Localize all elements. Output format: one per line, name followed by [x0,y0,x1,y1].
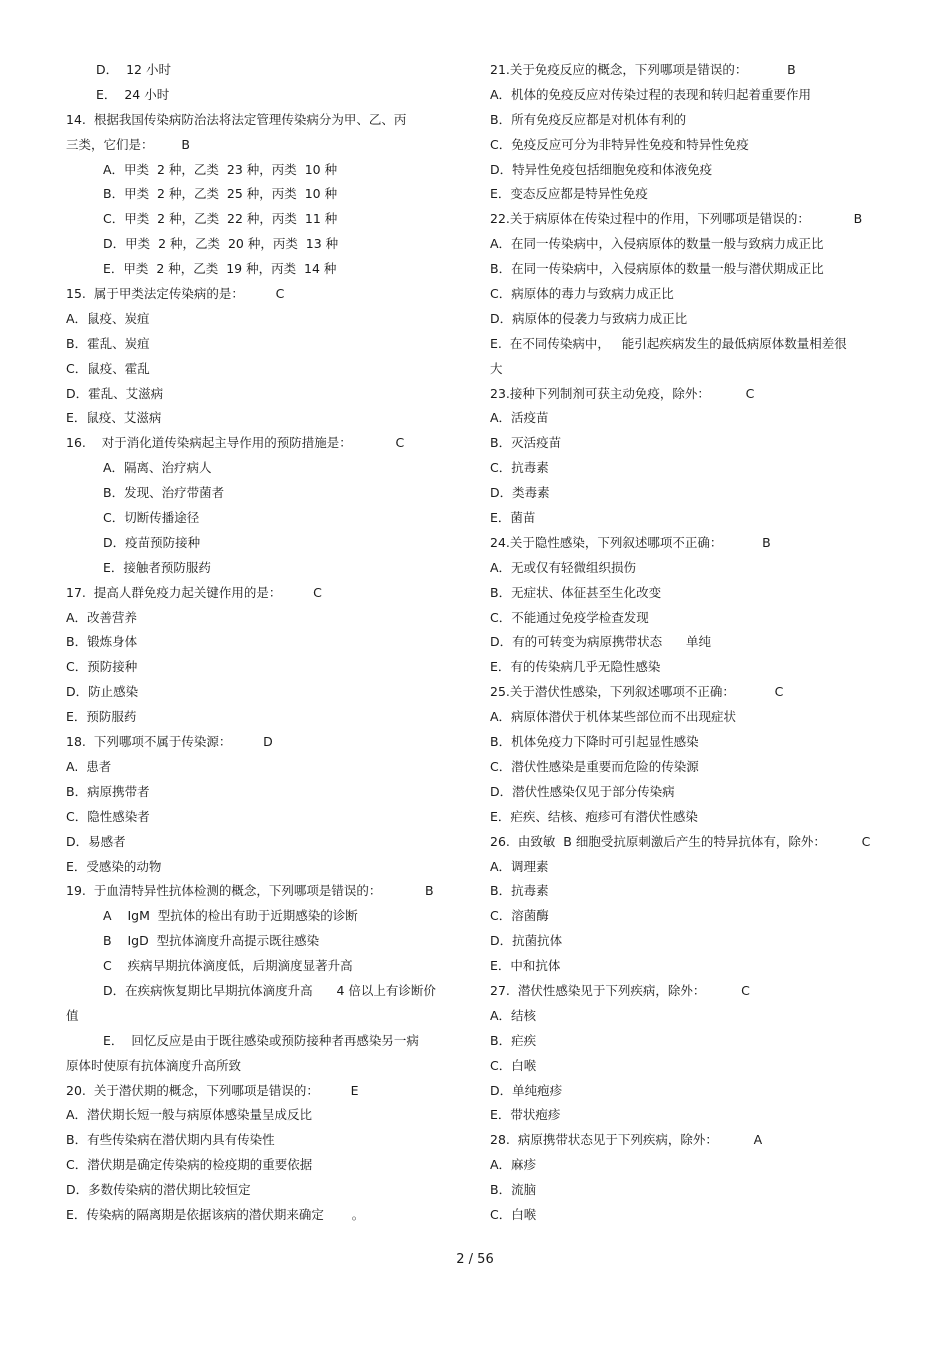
text-line: A．活疫苗 [490,410,549,426]
text-line: E．接触者预防服药 [103,559,211,575]
text-line: C．甲类 2 种，乙类 22 种，丙类 11 种 [103,211,338,227]
text-line: D．单纯疱疹 [490,1082,563,1098]
text-line: B．发现、治疗带菌者 [103,485,225,501]
text-line: E．带状疱疹 [490,1107,561,1123]
text-line: D． 12 小时 [96,62,171,77]
text-line: D．在疾病恢复期比早期抗体滴度升高 4 倍以上有诊断价 [103,982,436,998]
text-line: 值 [66,1007,79,1023]
text-line: E．预防服药 [66,709,137,725]
text-line: C．病原体的毒力与致病力成正比 [490,286,674,302]
text-line: E．变态反应都是特异性免疫 [490,186,648,202]
text-line: E．中和抗体 [490,958,561,974]
text-line: E．甲类 2 种，乙类 19 种，丙类 14 种 [103,261,337,277]
text-line: 28. 病原携带状态见于下列疾病，除外： A [490,1132,763,1148]
text-line: A．调理素 [490,858,549,874]
text-line: B．所有免疫反应都是对机体有利的 [490,111,687,127]
right-column [490,58,890,1228]
text-line: E．受感染的动物 [66,858,162,874]
text-line: D．有的可转变为病原携带状态 单纯 [490,634,711,650]
text-line: D．防止感染 [66,684,139,700]
text-line: A．在同一传染病中，入侵病原体的数量一般与致病力成正比 [490,236,824,252]
text-line: D．易感者 [66,833,126,849]
text-line: D．霍乱、艾滋病 [66,385,164,401]
text-line: E． 回忆反应是由于既往感染或预防接种者再感染另一病 [103,1032,419,1048]
text-line: D．抗菌抗体 [490,933,563,949]
text-line: 16. 对于消化道传染病起主导作用的预防措施是： C [66,435,405,451]
text-line: B．甲类 2 种，乙类 25 种，丙类 10 种 [103,186,338,202]
text-line: E．有的传染病几乎无隐性感染 [490,659,661,675]
text-line: C．鼠疫、霍乱 [66,360,150,376]
text-line: C．抗毒素 [490,460,549,476]
text-line: A．病原体潜伏于机体某些部位而不出现症状 [490,709,737,725]
text-line: E. 在不同传染病中， 能引起疾病发生的最低病原体数量相差很 [490,335,847,351]
text-line: B．锻炼身体 [66,634,138,650]
text-line: A．鼠疫、炭疽 [66,310,150,326]
text-line: E．疟疾、结核、疱疹可有潜伏性感染 [490,808,698,824]
text-line: D．特异性免疫包括细胞免疫和体液免疫 [490,161,713,177]
text-line: E．菌苗 [490,510,536,526]
text-line: A IgM 型抗体的检出有助于近期感染的诊断 [103,908,358,924]
text-line: 18. 下列哪项不属于传染源： D [66,734,273,750]
text-line: 22.关于病原体在传染过程中的作用，下列哪项是错误的： B [490,211,863,227]
text-line: C．隐性感染者 [66,808,150,824]
text-line: C．不能通过免疫学检查发现 [490,609,649,625]
text-line: A．改善营养 [66,609,138,625]
text-line: E．传染病的隔离期是依据该病的潜伏期来确定 。 [66,1206,365,1222]
text-line: C．预防接种 [66,659,138,675]
text-line: D．多数传染病的潜伏期比较恒定 [66,1182,251,1198]
text-line: A．麻疹 [490,1157,537,1173]
text-line: A．机体的免疫反应对传染过程的表现和转归起着重要作用 [490,86,812,102]
text-line: 27. 潜伏性感染见于下列疾病，除外： C [490,982,750,998]
text-line: E． 24 小时 [96,86,170,102]
text-line: B．流脑 [490,1182,537,1198]
text-line: 23.接种下列制剂可获主动免疫，除外： C [490,385,755,401]
text-line: E．鼠疫、艾滋病 [66,410,162,426]
text-line: B IgD 型抗体滴度升高提示既往感染 [103,933,320,949]
text-line: D．潜伏性感染仅见于部分传染病 [490,783,675,799]
text-line: 20. 关于潜伏期的概念，下列哪项是错误的： E [66,1082,359,1098]
text-line: B．霍乱、炭疽 [66,335,150,351]
text-line: A．无或仅有轻微组织损伤 [490,559,637,575]
text-line: C 疾病早期抗体滴度低，后期滴度显著升高 [103,958,353,974]
text-line: C．切断传播途径 [103,510,200,526]
text-line: A．甲类 2 种，乙类 23 种，丙类 10 种 [103,161,338,177]
text-line: A．结核 [490,1007,537,1023]
text-line: B．抗毒素 [490,883,549,899]
text-line: A．隔离、治疗病人 [103,460,212,476]
text-line: 26. 由致敏 B 细胞受抗原刺激后产生的特异抗体有，除外： C [490,833,871,849]
text-line: 24.关于隐性感染，下列叙述哪项不正确： B [490,534,771,550]
text-line: D．疫苗预防接种 [103,534,201,550]
text-line: B．疟疾 [490,1032,537,1048]
left-column [66,58,461,1228]
text-line: 15. 属于甲类法定传染病的是： C [66,286,285,302]
text-line: C．白喉 [490,1057,537,1073]
text-line: 17. 提高人群免疫力起关键作用的是： C [66,584,322,600]
text-line: 14. 根据我国传染病防治法将法定管理传染病分为甲、乙、丙 [66,111,407,127]
page-number: 2 / 56 [456,1252,494,1267]
text-line: D．病原体的侵袭力与致病力成正比 [490,310,688,326]
text-line: 原体时使原有抗体滴度升高所致 [66,1057,242,1073]
text-line: C．溶菌酶 [490,908,549,924]
text-line: 25.关于潜伏性感染，下列叙述哪项不正确： C [490,684,784,700]
text-line: B．无症状、体征甚至生化改变 [490,584,662,600]
text-line: D．类毒素 [490,485,550,501]
text-line: C．免疫反应可分为非特异性免疫和特异性免疫 [490,136,749,152]
text-line: B．灭活疫苗 [490,435,562,451]
text-line: 三类，它们是： B [66,136,190,152]
text-line: B．有些传染病在潜伏期内具有传染性 [66,1132,275,1148]
text-line: A. 患者 [66,758,112,774]
text-line: C．潜伏期是确定传染病的检疫期的重要依据 [66,1157,313,1173]
text-line: C．白喉 [490,1206,537,1222]
text-line: 大 [490,360,503,376]
text-line: A．潜伏期长短一般与病原体感染量呈成反比 [66,1107,313,1123]
text-line: 19. 于血清特异性抗体检测的概念，下列哪项是错误的： B [66,883,434,899]
text-line: B．在同一传染病中，入侵病原体的数量一般与潜伏期成正比 [490,261,824,277]
text-line: 21.关于免疫反应的概念，下列哪项是错误的： B [490,62,796,77]
text-line: D．甲类 2 种，乙类 20 种，丙类 13 种 [103,236,339,252]
text-line: B．病原携带者 [66,783,150,799]
text-line: B．机体免疫力下降时可引起显性感染 [490,734,699,750]
text-line: C．潜伏性感染是重要而危险的传染源 [490,758,699,774]
